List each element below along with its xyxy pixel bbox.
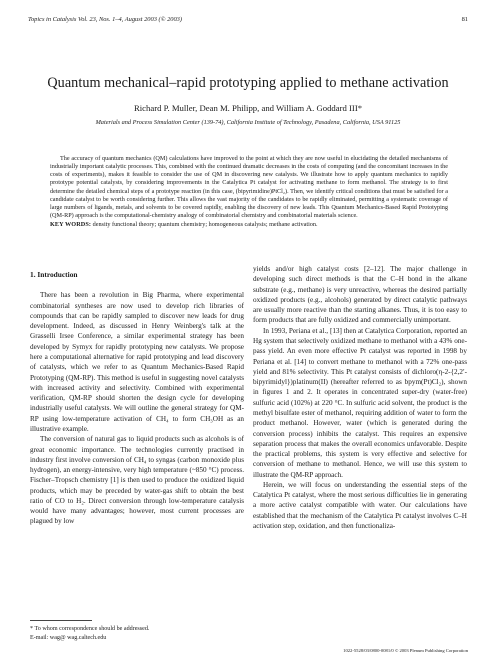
- footnote-rule: [30, 620, 92, 621]
- footnotes: [30, 625, 244, 642]
- intro-paragraph-5: Herein, we will focus on understanding the essential steps of the Catalytica Pt catalyst, where the most serious difficulties lie in generating a more active catalyst compatible with water. Our calculations have established that the mechanism of the Catalytica Pt catalyst involves C–H activation step, oxidation, and then functionaliza-: [253, 480, 467, 531]
- intro-paragraph-3: yields and/or high catalyst costs [2–12]. The major challenge in developing such direct methods is that the C–H bond in the alkane substrate (e.g., methane) is very unreactive, whereas the desired partially oxidized products (e.g., alcohols) generated by direct catalytic pathways are usually more reactive than the starting alkanes. Thus, it is too easy to form products that are fully oxidized and commercially unimportant.: [253, 265, 467, 325]
- running-header: [28, 16, 468, 23]
- keywords-line: [50, 221, 448, 229]
- section-heading: 1. Introduction: [30, 270, 78, 279]
- intro-paragraph-2: The conversion of natural gas to liquid products such as alcohols is of great economic importance. The technologies currently practised in industry first involve conversion of CH₄ to syngas (carbon monoxide plus hydrogen), an energy-intensive, very high temperature (~850 °C) process. Fischer–Tropsch chemistry [1] is then used to produce the oxidized liquid products, which may be preceded by water-gas shift to obtain the best ratio of CO to H₂. Direct conversion through low-temperature catalysis would have many advantages; however, most current processes are plagued by low: [30, 435, 244, 526]
- left-column: [30, 270, 244, 527]
- email-note: E-mail: wag@ wag.caltech.edu: [30, 634, 107, 641]
- journal-citation: Topics in Catalysis Vol. 23, Nos. 1–4, August 2003 (© 2003): [28, 16, 182, 23]
- abstract: [50, 155, 448, 229]
- page-number: 81: [461, 16, 468, 23]
- paper-title: Quantum mechanical–rapid prototyping applied to methane activation: [47, 75, 449, 91]
- correspondence-note: * To whom correspondence should be addressed.: [30, 626, 150, 632]
- intro-paragraph-1: There has been a revolution in Big Pharma, where experimental combinatorial syntheses are now used to develop rich libraries of compounds that can be rapidly sampled to discover new leads for drug development. Indeed, as discussed in Henry Weinberg's talk at the Grasselli Irsee Conference, a similar experimental strategy has been developed by Symyx for rapidly prototyping new catalysts. We propose here a computational alternative for rapid prototyping and lead discovery of catalysts, which we refer to as Quantum Mechanics-Based Rapid Prototyping (QM-RP). This method is useful in suggesting novel catalysts with increased activity and selectivity. Combined with experimental verification, QM-RP should shorten the design cycle for developing industrially useful catalysts. We will outline the general strategy for QM-RP using low-temperature activation of CH₄ to form CH₃OH as an illustrative example.: [30, 291, 244, 433]
- right-column: [253, 264, 467, 531]
- issn-line: 1022-5528/03/0800-0081/0 © 2003 Plenum Publishing Corporation: [343, 648, 468, 653]
- author-list: Richard P. Muller, Dean M. Philipp, and William A. Goddard III*: [133, 103, 363, 113]
- keywords-label: KEY WORDS:: [50, 221, 92, 229]
- keywords-text: density functional theory; quantum chemistry; homogeneous catalysis; methane activation.: [92, 221, 318, 229]
- abstract-text: The accuracy of quantum mechanics (QM) calculations have improved to the point at which they are now useful in elucidating the detailed mechanisms of industrially important catalytic processes. This, combined with the continued dramatic decreases in the costs of computing (and the concomitant increases in the costs of experiments), makes it feasible to consider the use of QM in discovering new catalysts. We illustrate how to apply quantum mechanics to rapidly prototype potential catalysts, by considering improvements in the Catalytica Pt catalyst for activating methane to form methanol. The strategy is to first determine the detailed chemical steps of a prototype reaction (in this case, (bipyrimidine)PtCl₂). Then, we identify critical conditions that must be satisfied for a candidate catalyst to be worth considering further. This allows the vast majority of the candidates to be rapidly eliminated, permitting a systematic coverage of large numbers of ligands, metals, and solvents to be covered rapidly, enabling the discovery of new leads. This Quantum Mechanics-Based Rapid Prototyping (QM-RP) approach is the computational-chemistry analogy of combinatorial chemistry and combinatorial materials science.: [50, 155, 448, 220]
- affiliation: Materials and Process Simulation Center (139-74), California Institute of Technology, Pasadena, California, USA 91125: [95, 119, 401, 126]
- intro-paragraph-4: In 1993, Periana et al., [13] then at Catalytica Corporation, reported an Hg system that selectively oxidized methane to methanol with a 43% one-pass yield. An even more effective Pt catalyst was reported in 1998 by Periana et al. [14] to convert methane to methanol with a 72% one-pass yield and 81% selectivity. This Pt catalyst consists of dichloro(η-2-{2,2′-bipyrimidyl})platinum(II) (hereafter referred to as bpym(Pt)Cl₂), shown in figures 1 and 2. It operates in concentrated super-dry (water-free) sulfuric acid (102%) at 220 °C. In sulfuric acid solvent, the product is the methyl bisulfate ester of methanol, requiring addition of water to form the product methanol. However, water (which is generated during the conversion process) inhibits the catalyst. This requires an expensive separation process that makes the overall economics unfavorable. Despite the practical problems, this system is very effective and selective for conversion of methane to methanol. Hence, we will use this system to illustrate the QM-RP approach.: [253, 326, 467, 479]
